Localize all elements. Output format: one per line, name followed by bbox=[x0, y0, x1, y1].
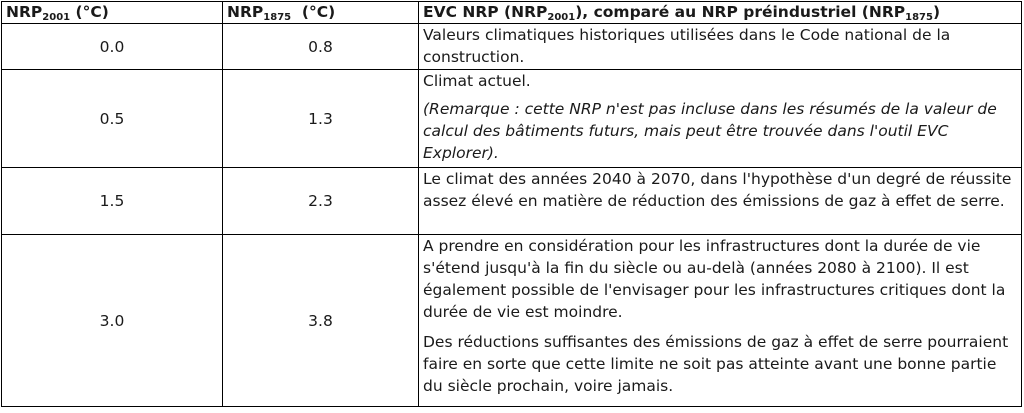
description-text: A prendre en considération pour les infrastructures dont la durée de vie s'étend jusqu'à la fin du siècle ou au-delà (années 2080 à 2100). Il est également possible de l'envisager pour les infrastructures critiques dont la durée de vie est moindre. bbox=[423, 237, 1006, 321]
description-text: Valeurs climatiques historiques utilisées dans le Code national de la construction. bbox=[423, 26, 951, 66]
cell-nrp1875: 2.3 bbox=[223, 168, 419, 235]
nrp-table bbox=[1, 1, 1022, 407]
cell-description bbox=[419, 70, 1022, 168]
cell-nrp2001: 0.5 bbox=[2, 70, 223, 168]
cell-description bbox=[419, 235, 1022, 407]
cell-description bbox=[419, 24, 1022, 70]
description-note: (Remarque : cette NRP n'est pas incluse dans les résumés de la valeur de calcul des bâtiments futurs, mais peut être trouvée dans l'outil EVC Explorer). bbox=[423, 100, 997, 162]
header-nrp1875: $NRP_{1875}$ (°C) bbox=[223, 2, 419, 24]
description-text-2: Des réductions suffisantes des émissions de gaz à effet de serre pourraient faire en sorte que cette limite ne soit pas atteinte avant une bonne partie du siècle prochain, voire jamais. bbox=[423, 333, 1009, 395]
cell-nrp2001: 1.5 bbox=[2, 168, 223, 235]
cell-nrp1875: 0.8 bbox=[223, 24, 419, 70]
cell-nrp1875: 3.8 bbox=[223, 235, 419, 407]
cell-description bbox=[419, 168, 1022, 235]
cell-nrp1875: 1.3 bbox=[223, 70, 419, 168]
table-row bbox=[2, 70, 1022, 168]
cell-nrp2001: 0.0 bbox=[2, 24, 223, 70]
table-row bbox=[2, 24, 1022, 70]
description-text: Le climat des années 2040 à 2070, dans l'hypothèse d'un degré de réussite assez élevé en matière de réduction des émissions de gaz à effet de serre. bbox=[423, 170, 1012, 210]
table-header-row bbox=[2, 2, 1022, 24]
header-description: EVC NRP $(NRP_{2001})$, comparé au NRP préindustriel $(NRP_{1875})$ bbox=[419, 2, 1022, 24]
table-row bbox=[2, 168, 1022, 235]
description-text: Climat actuel. bbox=[423, 72, 531, 90]
table-row bbox=[2, 235, 1022, 407]
header-nrp2001: $NRP_{2001}$ (°C) bbox=[2, 2, 223, 24]
cell-nrp2001: 3.0 bbox=[2, 235, 223, 407]
